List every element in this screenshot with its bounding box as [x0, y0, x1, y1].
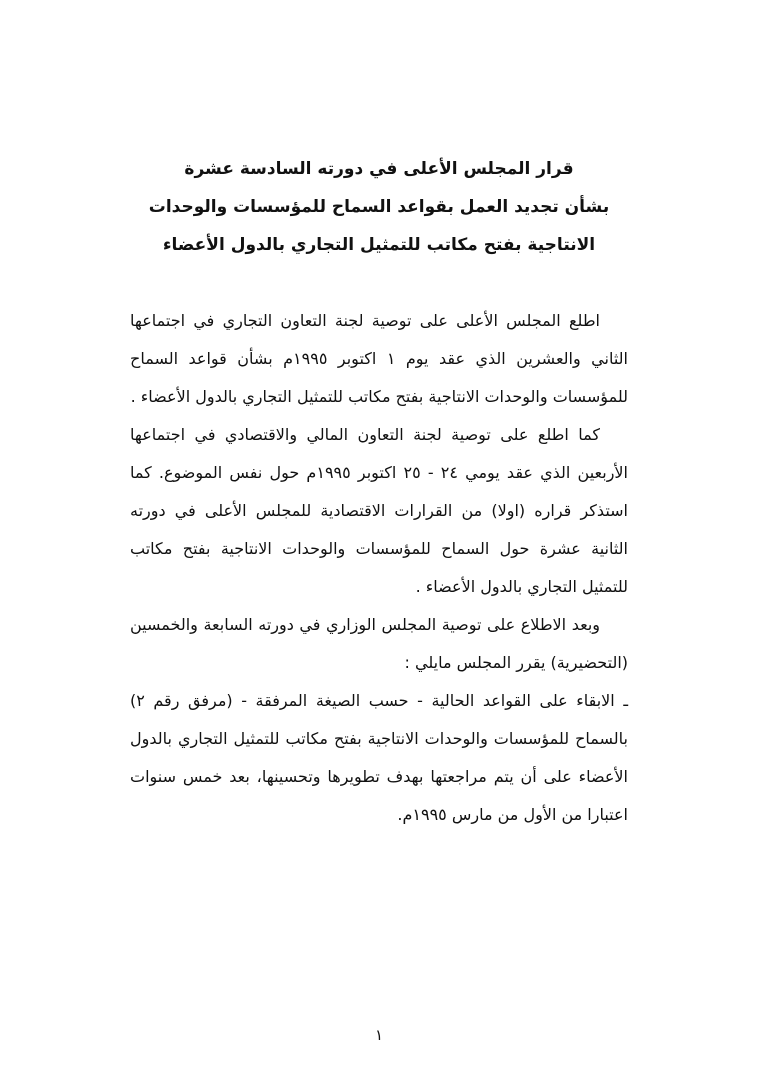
page-number: ١ [374, 1026, 384, 1044]
title-line-2: بشأن تجديد العمل بقواعد السماح للمؤسسات والوحدات [148, 197, 610, 217]
paragraph-2: كما اطلع على توصية لجنة التعاون المالي والاقتصادي في اجتماعها الأربعين الذي عقد يومي ٢٤ - ٢٥ اكتوبر ١٩٩٥م حول نفس الموضوع. كما استذكر قراره (اولا) من القرارات الاقتصادية للمجلس الأعلى في دورته الثانية عشرة حول السماح للمؤسسات والوحدات الانتاجية بفتح مكاتب للتمثيل التجاري بالدول الأعضاء . [130, 425, 628, 596]
document-body [0, 264, 758, 834]
title-line-1: قرار المجلس الأعلى في دورته السادسة عشرة [184, 159, 574, 179]
title-line-3: الانتاجية بفتح مكاتب للتمثيل التجاري بالدول الأعضاء [162, 235, 596, 255]
paragraph-3: وبعد الاطلاع على توصية المجلس الوزاري في دورته السابعة والخمسين (التحضيرية) يقرر المجلس مايلي : [130, 615, 628, 672]
paragraph-1: اطلع المجلس الأعلى على توصية لجنة التعاون التجاري في اجتماعها الثاني والعشرين الذي عقد يوم ١ اكتوبر ١٩٩٥م بشأن قواعد السماح للمؤسسات والوحدات الانتاجية بفتح مكاتب للتمثيل التجاري بالدول الأعضاء . [130, 311, 628, 406]
paragraph-4: ـ الابقاء على القواعد الحالية - حسب الصيغة المرفقة - (مرفق رقم ٢) بالسماح للمؤسسات والوحدات الانتاجية بفتح مكاتب للتمثيل التجاري بالدول الأعضاء على أن يتم مراجعتها بهدف تطويرها وتحسينها، بعد خمس سنوات اعتبارا من الأول من مارس ١٩٩٥م. [130, 691, 628, 824]
document-title [0, 0, 758, 264]
